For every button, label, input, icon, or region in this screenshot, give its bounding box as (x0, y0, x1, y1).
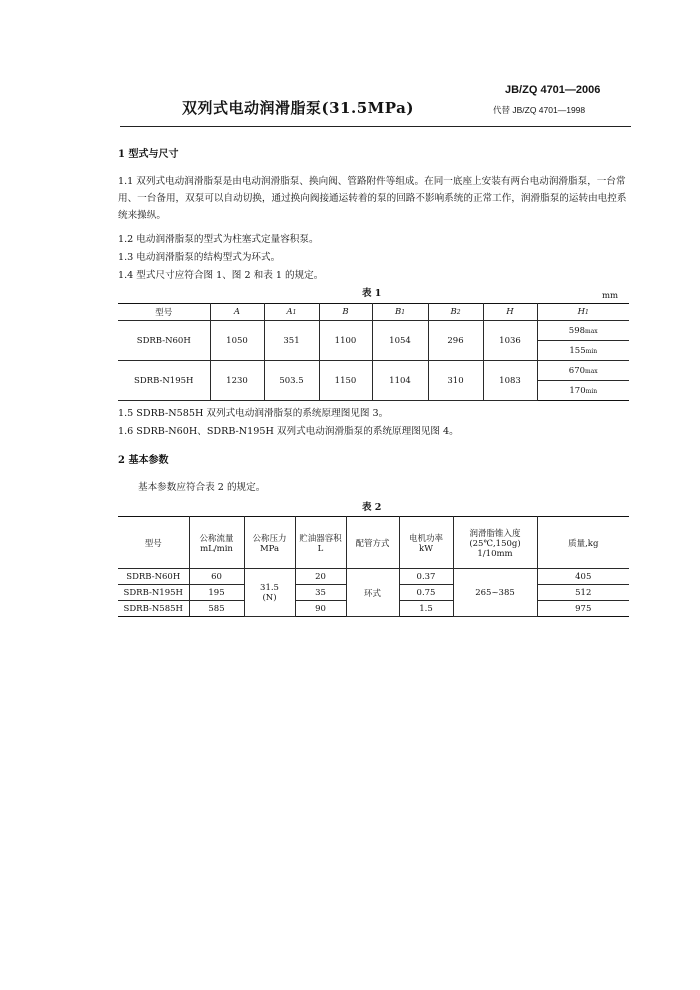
t2-r3-power: 1.5 (399, 601, 453, 617)
t1-r2-model: SDRB-N195H (118, 361, 210, 401)
t1-header-a1: A1 (264, 304, 319, 321)
t2-header-mass: 质量,kg (537, 517, 629, 569)
t2-r3-tank: 90 (295, 601, 346, 617)
document-title: 双列式电动润滑脂泵(31.5MPa) (182, 99, 414, 117)
clause-1-2: 1.2 电动润滑脂泵的型式为柱塞式定量容积泵。 (118, 234, 319, 245)
t1-r1-h1-min: 155min (537, 341, 629, 361)
t1-header-a: A (210, 304, 264, 321)
t1-r1-model: SDRB-N60H (118, 321, 210, 361)
t2-r3-flow: 585 (189, 601, 244, 617)
t1-r2-b1: 1104 (372, 361, 428, 401)
t2-r1-power: 0.37 (399, 569, 453, 585)
t2-header-tank: 贮油器容积 L (295, 517, 346, 569)
t1-r2-h: 1083 (483, 361, 537, 401)
t1-r1-b1: 1054 (372, 321, 428, 361)
t2-header-flow: 公称流量 mL/min (189, 517, 244, 569)
table-1-header-row (118, 304, 629, 321)
clause-1-6: 1.6 SDRB-N60H、SDRB-N195H 双列式电动润滑脂泵的系统原理图见图 4。 (118, 426, 459, 437)
t1-r2-h1-max: 670max (537, 361, 629, 381)
table-row (118, 569, 629, 585)
t2-header-piping: 配管方式 (346, 517, 399, 569)
t1-r1-h1-max: 598max (537, 321, 629, 341)
t1-r1-b: 1100 (319, 321, 372, 361)
t2-piping-value: 环式 (346, 569, 399, 617)
t2-r2-mass: 512 (537, 585, 629, 601)
clause-1-4: 1.4 型式尺寸应符合图 1、图 2 和表 1 的规定。 (118, 270, 324, 281)
clause-1-3: 1.3 电动润滑脂泵的结构型式为环式。 (118, 252, 281, 263)
table-1 (118, 303, 629, 401)
table-row (118, 321, 629, 341)
t2-header-power: 电机功率 kW (399, 517, 453, 569)
t1-header-b1: B1 (372, 304, 428, 321)
t2-r3-model: SDRB-N585H (118, 601, 189, 617)
t2-r1-flow: 60 (189, 569, 244, 585)
section-2-heading: 2 基本参数 (118, 455, 169, 466)
t1-r1-a1: 351 (264, 321, 319, 361)
t1-r1-h: 1036 (483, 321, 537, 361)
table-2 (118, 516, 629, 617)
t2-r2-tank: 35 (295, 585, 346, 601)
t1-r1-a: 1050 (210, 321, 264, 361)
t1-r2-b2: 310 (428, 361, 483, 401)
table-2-header-row (118, 517, 629, 569)
t1-header-b: B (319, 304, 372, 321)
t2-header-cone: 润滑脂锥入度 (25℃,150g) 1/10mm (453, 517, 537, 569)
t1-r2-h1-min: 170min (537, 381, 629, 401)
t2-r2-power: 0.75 (399, 585, 453, 601)
table-2-caption: 表 2 (362, 502, 382, 513)
replaces-standard: 代替 JB/ZQ 4701—1998 (493, 105, 586, 115)
table-1-unit: mm (602, 291, 619, 301)
table-1-caption: 表 1 (362, 288, 382, 299)
t1-header-h1: H1 (537, 304, 629, 321)
t2-r3-mass: 975 (537, 601, 629, 617)
t2-r1-tank: 20 (295, 569, 346, 585)
t1-r2-a: 1230 (210, 361, 264, 401)
t1-r1-b2: 296 (428, 321, 483, 361)
t2-cone-value: 265~385 (453, 569, 537, 617)
t2-r2-flow: 195 (189, 585, 244, 601)
clause-1-1: 1.1 双列式电动润滑脂泵是由电动润滑脂泵、换向阀、管路附件等组成。在同一底座上安装有两台电动润滑脂泵，一台常用、一台备用，双泵可以自动切换，通过换向阀接通运转着的泵的回路不影响系统的正常工作，润滑脂泵的运转由电控系统来操纵。 (118, 176, 627, 221)
t2-r1-mass: 405 (537, 569, 629, 585)
t1-header-h: H (483, 304, 537, 321)
section-1-heading: 1 型式与尺寸 (118, 149, 179, 160)
table-row (118, 361, 629, 381)
t2-r2-model: SDRB-N195H (118, 585, 189, 601)
t1-r2-a1: 503.5 (264, 361, 319, 401)
section-2-intro: 基本参数应符合表 2 的规定。 (138, 482, 266, 493)
t2-header-model: 型号 (118, 517, 189, 569)
t2-pressure-value: 31.5 (N) (244, 569, 295, 617)
standard-number: JB/ZQ 4701—2006 (505, 84, 601, 96)
header-rule (120, 126, 631, 127)
t1-header-model: 型号 (118, 304, 210, 321)
clause-1-5: 1.5 SDRB-N585H 双列式电动润滑脂泵的系统原理图见图 3。 (118, 408, 389, 419)
t2-r1-model: SDRB-N60H (118, 569, 189, 585)
t2-header-pressure: 公称压力 MPa (244, 517, 295, 569)
t1-header-b2: B2 (428, 304, 483, 321)
t1-r2-b: 1150 (319, 361, 372, 401)
